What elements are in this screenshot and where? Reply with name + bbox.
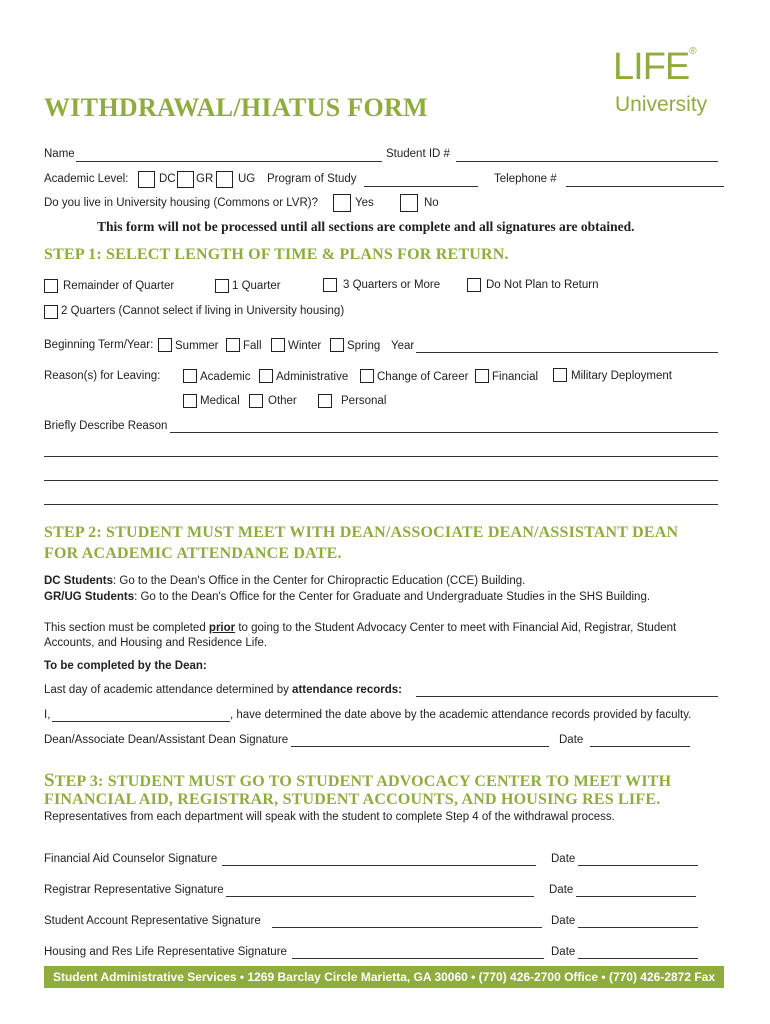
- last-day-field[interactable]: [416, 696, 718, 697]
- winter-checkbox[interactable]: [271, 338, 285, 352]
- financial-aid-date-label: Date: [551, 853, 576, 865]
- ug-label: UG: [238, 173, 256, 185]
- grug-instructions: GR/UG Students: Go to the Dean's Office for the Center for Graduate and Undergraduate Studies in the SHS Building.: [44, 591, 651, 603]
- reasons-label: Reason(s) for Leaving:: [44, 370, 161, 382]
- spring-checkbox[interactable]: [330, 338, 344, 352]
- dean-date-field[interactable]: [590, 746, 690, 747]
- footer-bar: [44, 966, 724, 988]
- student-account-date-field[interactable]: [578, 927, 698, 928]
- housing-yes-checkbox[interactable]: [333, 194, 351, 212]
- student-account-signature-field[interactable]: [272, 927, 542, 928]
- i-label: I,: [44, 709, 51, 721]
- student-account-date-label: Date: [551, 915, 576, 927]
- step3-heading-line2: FINANCIAL AID, REGISTRAR, STUDENT ACCOUNTS, AND HOUSING RES LIFE.: [44, 791, 661, 808]
- one-quarter-checkbox[interactable]: [215, 279, 229, 293]
- program-label: Program of Study: [267, 173, 357, 185]
- spring-label: Spring: [347, 340, 381, 352]
- medical-label: Medical: [200, 395, 240, 407]
- describe-line-2[interactable]: [44, 456, 718, 457]
- beginning-term-label: Beginning Term/Year:: [44, 339, 154, 351]
- fall-checkbox[interactable]: [226, 338, 240, 352]
- describe-line-3[interactable]: [44, 480, 718, 481]
- financial-aid-signature-field[interactable]: [222, 865, 536, 866]
- footer-text: Student Administrative Services • 1269 Barclay Circle Marietta, GA 30060 • (770) 426-2700 Office • (770) 426-2872 Fax: [52, 970, 716, 984]
- academic-checkbox[interactable]: [183, 369, 197, 383]
- financial-aid-date-field[interactable]: [578, 865, 698, 866]
- registrar-signature-field[interactable]: [226, 896, 534, 897]
- determined-text: , have determined the date above by the academic attendance records provided by faculty.: [230, 709, 692, 721]
- step1-heading: STEP 1: SELECT LENGTH OF TIME & PLANS FOR RETURN.: [44, 246, 509, 263]
- no-return-checkbox[interactable]: [467, 278, 481, 292]
- military-checkbox[interactable]: [553, 368, 567, 382]
- dean-date-label: Date: [559, 734, 584, 746]
- gr-checkbox[interactable]: [177, 171, 194, 188]
- housing-question: Do you live in University housing (Commons or LVR)?: [44, 197, 318, 209]
- personal-label: Personal: [341, 395, 387, 407]
- dean-signature-field[interactable]: [291, 746, 549, 747]
- housing-signature-label: Housing and Res Life Representative Signature: [44, 946, 287, 958]
- telephone-label: Telephone #: [494, 173, 557, 185]
- form-title: WITHDRAWAL/HIATUS FORM: [44, 93, 428, 122]
- dc-checkbox[interactable]: [138, 171, 155, 188]
- academic-level-label: Academic Level:: [44, 173, 129, 185]
- dean-label: To be completed by the Dean:: [44, 660, 207, 672]
- processing-notice: This form will not be processed until all sections are complete and all signatures are obtained.: [97, 219, 635, 234]
- medical-checkbox[interactable]: [183, 394, 197, 408]
- year-label: Year: [391, 340, 415, 352]
- logo-university: University: [615, 93, 708, 116]
- financial-checkbox[interactable]: [475, 369, 489, 383]
- step3-heading-line1: STEP 3: STUDENT MUST GO TO STUDENT ADVOCACY CENTER TO MEET WITH: [44, 770, 672, 791]
- describe-line-1[interactable]: [170, 432, 718, 433]
- housing-no-label: No: [424, 197, 439, 209]
- housing-yes-label: Yes: [355, 197, 374, 209]
- three-quarters-checkbox[interactable]: [323, 278, 337, 292]
- academic-label: Academic: [200, 371, 251, 383]
- no-return-label: Do Not Plan to Return: [486, 279, 599, 291]
- one-quarter-label: 1 Quarter: [232, 280, 281, 292]
- housing-date-label: Date: [551, 946, 576, 958]
- year-field[interactable]: [416, 352, 718, 353]
- dc-label: DC: [159, 173, 176, 185]
- registrar-date-field[interactable]: [576, 896, 696, 897]
- summer-checkbox[interactable]: [158, 338, 172, 352]
- other-checkbox[interactable]: [249, 394, 263, 408]
- describe-label: Briefly Describe Reason: [44, 420, 168, 432]
- housing-signature-field[interactable]: [292, 958, 544, 959]
- program-field[interactable]: [364, 186, 478, 187]
- prior-notice-line2: Accounts, and Housing and Residence Life.: [44, 637, 268, 649]
- military-label: Military Deployment: [571, 370, 672, 382]
- name-label: Name: [44, 148, 75, 160]
- three-quarters-label: 3 Quarters or More: [343, 279, 441, 291]
- administrative-checkbox[interactable]: [259, 369, 273, 383]
- remainder-label: Remainder of Quarter: [63, 280, 175, 292]
- registrar-signature-label: Registrar Representative Signature: [44, 884, 224, 896]
- registrar-date-label: Date: [549, 884, 574, 896]
- winter-label: Winter: [288, 340, 322, 352]
- gr-label: GR: [196, 173, 214, 185]
- two-quarters-label: 2 Quarters (Cannot select if living in University housing): [61, 305, 345, 317]
- financial-label: Financial: [492, 371, 539, 383]
- administrative-label: Administrative: [276, 371, 349, 383]
- step3-intro: Representatives from each department will speak with the student to complete Step 4 of the withdrawal process.: [44, 811, 615, 823]
- housing-no-checkbox[interactable]: [400, 194, 418, 212]
- name-field[interactable]: [76, 161, 382, 162]
- step2-heading-line1: STEP 2: STUDENT MUST MEET WITH DEAN/ASSOCIATE DEAN/ASSISTANT DEAN: [44, 524, 679, 541]
- personal-checkbox[interactable]: [318, 394, 332, 408]
- career-checkbox[interactable]: [360, 369, 374, 383]
- logo-life: LIFE®: [613, 46, 696, 88]
- dean-signature-label: Dean/Associate Dean/Assistant Dean Signature: [44, 734, 289, 746]
- dc-instructions: DC Students: Go to the Dean's Office in the Center for Chiropractic Education (CCE) Building.: [44, 575, 526, 587]
- summer-label: Summer: [175, 340, 219, 352]
- two-quarters-checkbox[interactable]: [44, 305, 58, 319]
- last-day-label: Last day of academic attendance determined by attendance records:: [44, 684, 402, 696]
- describe-line-4[interactable]: [44, 504, 718, 505]
- other-label: Other: [268, 395, 297, 407]
- dean-name-field[interactable]: [52, 721, 230, 722]
- step2-heading-line2: FOR ACADEMIC ATTENDANCE DATE.: [44, 545, 342, 562]
- career-label: Change of Career: [377, 371, 469, 383]
- prior-notice-line1: This section must be completed prior to going to the Student Advocacy Center to meet with Financial Aid, Registrar, Student: [44, 622, 677, 634]
- financial-aid-signature-label: Financial Aid Counselor Signature: [44, 853, 218, 865]
- remainder-checkbox[interactable]: [44, 279, 58, 293]
- student-id-field[interactable]: [456, 161, 718, 162]
- telephone-field[interactable]: [566, 186, 724, 187]
- student-id-label: Student ID #: [386, 148, 450, 160]
- housing-date-field[interactable]: [578, 958, 698, 959]
- fall-label: Fall: [243, 340, 262, 352]
- student-account-signature-label: Student Account Representative Signature: [44, 915, 261, 927]
- ug-checkbox[interactable]: [216, 171, 233, 188]
